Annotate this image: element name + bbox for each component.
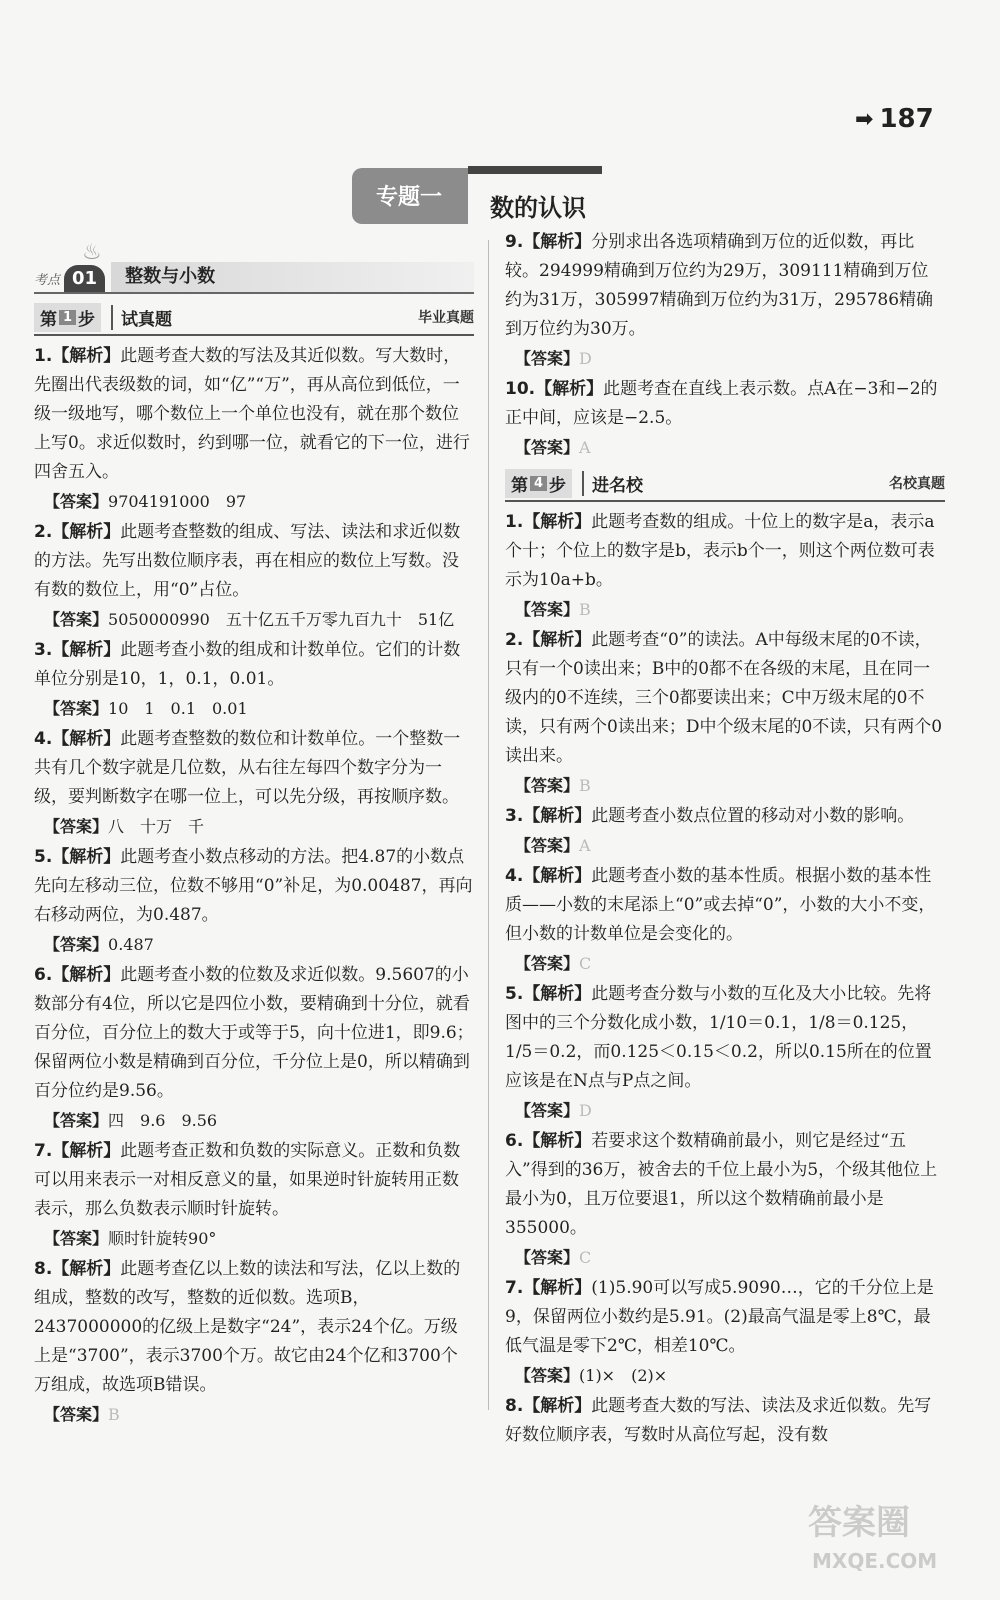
question-item <box>34 518 474 605</box>
answer-value: C <box>579 1248 592 1267</box>
question-number: 5. <box>34 847 53 867</box>
question-explanation: 此题考查小数的位数及求近似数。9.5607的小数部分有4位，所以它是四位小数，要精确到十分位，就看百分位，百分位上的数大于或等于5，向十位进1，即9.6；保留两位小数是精确到百分位，千分位上是0，所以精确到百分位约是9.56。 <box>34 965 474 1101</box>
jiexi-tag: 【解析】 <box>52 522 121 542</box>
daan-tag: 【答案】 <box>44 492 109 511</box>
jiexi-tag: 【解析】 <box>523 866 592 886</box>
step-number-block <box>505 469 572 498</box>
step-tag: 名校真题 <box>889 476 945 492</box>
answer-value: 0.487 <box>108 935 154 954</box>
question-number: 3. <box>34 640 53 660</box>
answer-line <box>44 487 474 516</box>
answer-value: 10 1 0.1 0.01 <box>108 699 248 718</box>
question-number: 3. <box>505 806 524 826</box>
question-explanation: 此题考查“0”的读法。A中每级末尾的0不读，只有一个0读出来；B中的0都不在各级的末尾，且在同一级内的0不连续，三个0都要读出来；C中万级末尾的0不读，只有两个0读出来；D中个级末尾的0不读，只有两个0读出来。 <box>505 630 943 766</box>
question-item <box>505 802 945 831</box>
answer-line <box>44 1400 474 1429</box>
watermark-logo <box>800 1490 980 1580</box>
jiexi-tag: 【解析】 <box>52 1259 121 1279</box>
left-column <box>34 240 474 1431</box>
question-explanation: 此题考查大数的写法、读法及求近似数。先写好数位顺序表，写数时从高位写起，没有数 <box>505 1396 932 1445</box>
watermark-line2: MXQE.COM <box>812 1549 938 1573</box>
question-number: 5. <box>505 984 524 1004</box>
question-explanation: 此题考查在直线上表示数。点A在−3和−2的正中间，应该是−2.5。 <box>505 379 938 428</box>
answer-value: B <box>579 600 591 619</box>
answer-line <box>44 1224 474 1253</box>
page-number-text: 187 <box>879 104 934 134</box>
question-item <box>505 1274 945 1361</box>
answer-value: 顺时针旋转90° <box>108 1229 217 1248</box>
question-explanation: 此题考查大数的写法及其近似数。写大数时，先圈出代表级数的词，如“亿”“万”，再从高位到低位，一级一级地写，哪个数位上一个单位也没有，就在那个数位上写0。求近似数时，约到哪一位，就看它的下一位，进行四舍五入。 <box>34 346 470 482</box>
answer-value: A <box>579 438 591 457</box>
question-number: 1. <box>34 346 53 366</box>
answer-line <box>515 344 945 373</box>
daan-tag: 【答案】 <box>515 349 580 368</box>
right-column <box>505 228 945 1450</box>
question-number: 4. <box>34 729 53 749</box>
question-explanation: 此题考查小数点位置的移动对小数的影响。 <box>591 806 915 826</box>
answer-value: B <box>579 776 591 795</box>
step-di: 第 <box>511 475 528 496</box>
jiexi-tag: 【解析】 <box>523 984 592 1004</box>
question-item <box>34 961 474 1106</box>
jiexi-tag: 【解析】 <box>52 729 121 749</box>
kaodian-label: 考点 <box>34 273 61 288</box>
page-number <box>855 104 934 134</box>
jiexi-tag: 【解析】 <box>52 847 121 867</box>
answer-value: 八 十万 千 <box>108 817 205 836</box>
daan-tag: 【答案】 <box>44 935 109 954</box>
daan-tag: 【答案】 <box>515 1366 580 1385</box>
right-question-list-a <box>505 228 945 462</box>
question-item <box>505 1127 945 1243</box>
answer-line <box>44 694 474 723</box>
question-number: 6. <box>505 1131 524 1151</box>
question-explanation: 此题考查数的组成。十位上的数字是a，表示a个十；个位上的数字是b，表示b个一，则这个两位数可表示为10a+b。 <box>505 512 935 590</box>
step-title: 试真题 <box>111 305 418 330</box>
flame-icon: ♨ <box>82 240 102 265</box>
topic-title: 数的认识 <box>468 166 602 224</box>
question-item <box>505 1392 945 1450</box>
answer-line <box>515 771 945 800</box>
jiexi-tag: 【解析】 <box>523 232 592 252</box>
daan-tag: 【答案】 <box>515 600 580 619</box>
daan-tag: 【答案】 <box>44 1405 109 1424</box>
daan-tag: 【答案】 <box>44 817 109 836</box>
question-explanation: 此题考查小数的组成和计数单位。它们的计数单位分别是10，1，0.1，0.01。 <box>34 640 461 689</box>
question-item <box>505 862 945 949</box>
kaodian-number: 01 <box>64 265 105 292</box>
question-item <box>34 636 474 694</box>
step-tag: 毕业真题 <box>418 310 474 326</box>
question-number: 1. <box>505 512 524 532</box>
question-explanation: 此题考查正数和负数的实际意义。正数和负数可以用来表示一对相反意义的量，如果逆时针旋转用正数表示，那么负数表示顺时针旋转。 <box>34 1141 461 1219</box>
daan-tag: 【答案】 <box>515 438 580 457</box>
question-explanation: 此题考查小数点移动的方法。把4.87的小数点先向左移动三位，位数不够用“0”补足，为0.00487，再向右移动两位，为0.487。 <box>34 847 473 925</box>
topic-label: 专题一 <box>352 168 468 224</box>
jiexi-tag: 【解析】 <box>523 806 592 826</box>
kaodian-title: 整数与小数 <box>111 262 474 292</box>
question-explanation: 此题考查整数的组成、写法、读法和求近似数的方法。先写出数位顺序表，再在相应的数位上写数。没有数的数位上，用“0”占位。 <box>34 522 461 600</box>
answer-value: 9704191000 97 <box>108 492 247 511</box>
question-number: 10. <box>505 379 536 399</box>
step-bu: 步 <box>78 309 96 330</box>
jiexi-tag: 【解析】 <box>52 1141 121 1161</box>
answer-value: D <box>579 1101 592 1120</box>
question-explanation: (1)5.90可以写成5.9090…，它的千分位上是9，保留两位小数约是5.91。(2)最高气温是零上8℃，最低气温是零下2℃，相差10℃。 <box>505 1278 934 1356</box>
daan-tag: 【答案】 <box>44 1111 109 1130</box>
question-item <box>34 1137 474 1224</box>
jiexi-tag: 【解析】 <box>523 1396 592 1416</box>
jiexi-tag: 【解析】 <box>523 1278 592 1298</box>
answer-line <box>515 595 945 624</box>
question-explanation: 若要求这个数精确前最小，则它是经过“五入”得到的36万，被舍去的千位上最小为5，个级其他位上最小为0，且万位要退1，所以这个数精确前最小是355000。 <box>505 1131 938 1238</box>
right-question-list-b <box>505 508 945 1450</box>
question-item <box>34 843 474 930</box>
question-explanation: 分别求出各选项精确到万位的近似数，再比较。294999精确到万位约为29万，309111精确到万位约为31万，305997精确到万位约为31万，295786精确到万位约为30万。 <box>505 232 934 339</box>
answer-line <box>44 605 474 634</box>
answer-line <box>44 812 474 841</box>
daan-tag: 【答案】 <box>515 776 580 795</box>
answer-line <box>515 831 945 860</box>
answer-line <box>515 949 945 978</box>
jiexi-tag: 【解析】 <box>52 640 121 660</box>
step-title: 进名校 <box>582 471 889 496</box>
daan-tag: 【答案】 <box>515 1101 580 1120</box>
question-item <box>505 626 945 771</box>
answer-line <box>515 1096 945 1125</box>
topic-banner <box>352 168 602 224</box>
jiexi-tag: 【解析】 <box>523 630 592 650</box>
question-explanation: 此题考查整数的数位和计数单位。一个整数一共有几个数字就是几位数，从右往左每四个数字分为一级，要判断数字在哪一位上，可以先分级，再按顺序数。 <box>34 729 461 807</box>
answer-line <box>515 1243 945 1272</box>
step-4-header <box>505 466 945 502</box>
step-num: 1 <box>59 310 76 325</box>
answer-line <box>44 1106 474 1135</box>
question-item <box>505 508 945 595</box>
daan-tag: 【答案】 <box>515 836 580 855</box>
answer-line <box>44 930 474 959</box>
daan-tag: 【答案】 <box>44 610 109 629</box>
answer-value: 四 9.6 9.56 <box>108 1111 218 1130</box>
question-item <box>505 375 945 433</box>
question-number: 4. <box>505 866 524 886</box>
watermark-line1: 答案圈 <box>808 1503 910 1543</box>
answer-value: C <box>579 954 592 973</box>
answer-value: 5050000990 五十亿五千万零九百九十 51亿 <box>108 610 455 629</box>
daan-tag: 【答案】 <box>515 1248 580 1267</box>
step-number-block <box>34 303 101 332</box>
question-number: 7. <box>34 1141 53 1161</box>
daan-tag: 【答案】 <box>44 699 109 718</box>
question-explanation: 此题考查亿以上数的读法和写法，亿以上数的组成，整数的改写，整数的近似数。选项B，2437000000的亿级上是数字“24”，表示24个亿。万级上是“3700”，表示3700个万。故它由24个亿和3700个万组成，故选项B错误。 <box>34 1259 461 1395</box>
question-explanation: 此题考查小数的基本性质。根据小数的基本性质——小数的末尾添上“0”或去掉“0”，小数的大小不变，但小数的计数单位是会变化的。 <box>505 866 936 944</box>
jiexi-tag: 【解析】 <box>52 346 121 366</box>
question-number: 6. <box>34 965 53 985</box>
question-number: 8. <box>34 1259 53 1279</box>
step-num: 4 <box>530 476 547 491</box>
question-item <box>34 725 474 812</box>
question-number: 7. <box>505 1278 524 1298</box>
jiexi-tag: 【解析】 <box>523 1131 592 1151</box>
step-1-header <box>34 300 474 336</box>
left-question-list <box>34 342 474 1429</box>
answer-value: D <box>579 349 592 368</box>
question-item <box>505 980 945 1096</box>
question-item <box>34 342 474 487</box>
question-number: 9. <box>505 232 524 252</box>
question-item <box>34 1255 474 1400</box>
step-di: 第 <box>40 309 57 330</box>
answer-value: A <box>579 836 591 855</box>
question-number: 2. <box>34 522 53 542</box>
answer-value: B <box>108 1405 120 1424</box>
answer-line <box>515 433 945 462</box>
jiexi-tag: 【解析】 <box>52 965 121 985</box>
answer-value: (1)× (2)× <box>579 1366 668 1385</box>
column-divider <box>488 240 489 1410</box>
question-number: 8. <box>505 1396 524 1416</box>
kaodian-header <box>34 240 474 294</box>
daan-tag: 【答案】 <box>515 954 580 973</box>
jiexi-tag: 【解析】 <box>535 379 604 399</box>
arrow-right-icon: ➡ <box>855 106 874 132</box>
jiexi-tag: 【解析】 <box>523 512 592 532</box>
answer-line <box>515 1361 945 1390</box>
question-item <box>505 228 945 344</box>
step-bu: 步 <box>549 475 567 496</box>
question-number: 2. <box>505 630 524 650</box>
question-explanation: 此题考查分数与小数的互化及大小比较。先将图中的三个分数化成小数，1/10＝0.1，1/8＝0.125，1/5＝0.2，而0.125＜0.15＜0.2，所以0.15所在的位置应该是在N点与P点之间。 <box>505 984 932 1091</box>
daan-tag: 【答案】 <box>44 1229 109 1248</box>
